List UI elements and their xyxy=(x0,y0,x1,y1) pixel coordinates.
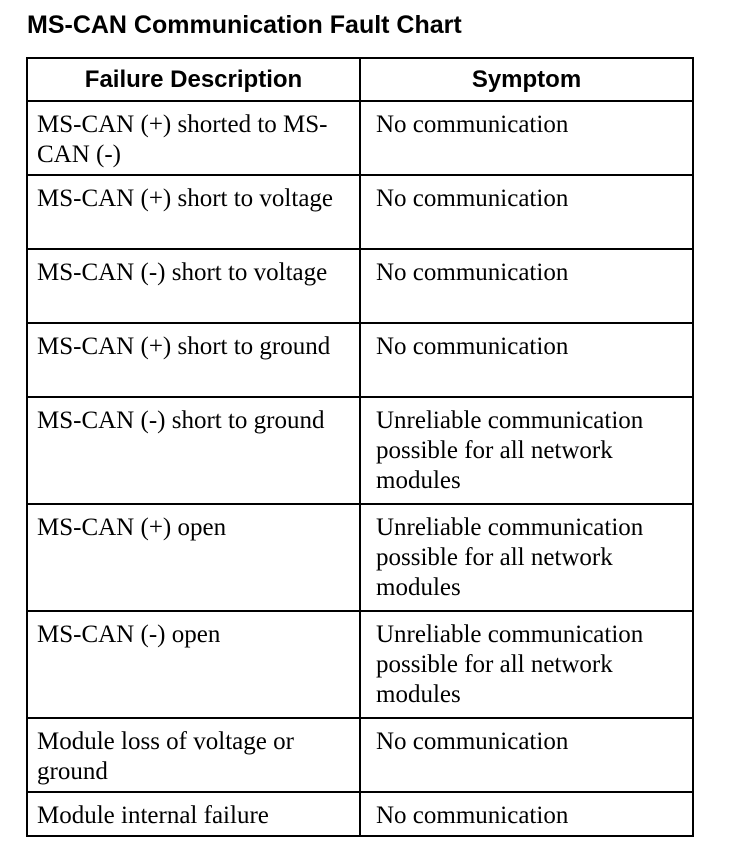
failure-cell: MS-CAN (-) short to ground xyxy=(27,397,360,504)
table-row xyxy=(27,249,693,323)
failure-cell: Module loss of voltage or ground xyxy=(27,718,360,792)
symptom-cell: No communication xyxy=(360,175,693,249)
table-row xyxy=(27,323,693,397)
failure-cell: MS-CAN (+) short to voltage xyxy=(27,175,360,249)
failure-cell: MS-CAN (+) shorted to MS-CAN (-) xyxy=(27,101,360,175)
failure-cell: MS-CAN (-) short to voltage xyxy=(27,249,360,323)
symptom-cell: No communication xyxy=(360,792,693,836)
symptom-cell: No communication xyxy=(360,323,693,397)
table-row xyxy=(27,175,693,249)
table-row xyxy=(27,101,693,175)
failure-cell: Module internal failure xyxy=(27,792,360,836)
symptom-cell: Unreliable communication possible for all network modules xyxy=(360,504,693,611)
symptom-cell: Unreliable communication possible for all network modules xyxy=(360,611,693,718)
fault-table xyxy=(26,57,694,837)
table-row xyxy=(27,504,693,611)
failure-cell: MS-CAN (+) short to ground xyxy=(27,323,360,397)
table-row xyxy=(27,792,693,836)
failure-cell: MS-CAN (-) open xyxy=(27,611,360,718)
column-header-symptom: Symptom xyxy=(360,58,693,101)
table-header-row xyxy=(27,58,693,101)
column-header-failure-description: Failure Description xyxy=(27,58,360,101)
symptom-cell: No communication xyxy=(360,101,693,175)
symptom-cell: Unreliable communication possible for all network modules xyxy=(360,397,693,504)
table-row xyxy=(27,397,693,504)
table-row xyxy=(27,611,693,718)
symptom-cell: No communication xyxy=(360,718,693,792)
failure-cell: MS-CAN (+) open xyxy=(27,504,360,611)
symptom-cell: No communication xyxy=(360,249,693,323)
chart-title: MS-CAN Communication Fault Chart xyxy=(27,11,462,39)
table-row xyxy=(27,718,693,792)
